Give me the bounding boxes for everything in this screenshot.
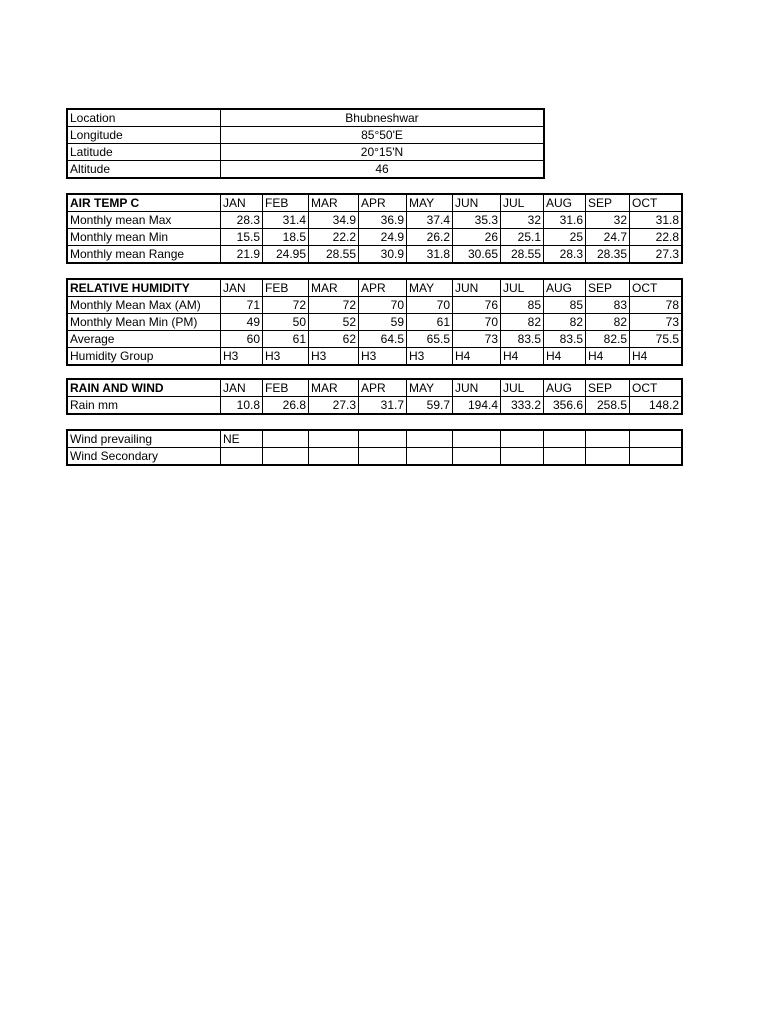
value-cell: 70	[407, 297, 453, 314]
wind-secondary-cell	[221, 448, 263, 465]
value-cell: 78	[630, 297, 682, 314]
value-cell: 70	[453, 314, 501, 331]
month-header: MAY	[407, 380, 453, 397]
month-header: FEB	[263, 380, 309, 397]
value-cell: 82	[544, 314, 586, 331]
value-cell: 31.8	[630, 212, 682, 229]
month-header: MAY	[407, 195, 453, 212]
table-row	[68, 195, 682, 212]
value-cell: 76	[453, 297, 501, 314]
rain-value-cell: 27.3	[309, 397, 359, 414]
value-cell: 61	[407, 314, 453, 331]
rain-value-cell: 59.7	[407, 397, 453, 414]
location-table	[67, 109, 544, 178]
altitude-value: 46	[221, 161, 544, 178]
humidity-group-cell: H4	[586, 348, 630, 365]
value-cell: 82	[501, 314, 544, 331]
month-header: OCT	[630, 280, 682, 297]
latitude-label: Latitude	[68, 144, 221, 161]
value-cell: 32	[586, 212, 630, 229]
table-row	[68, 314, 682, 331]
rain-value-cell: 356.6	[544, 397, 586, 414]
value-cell: 28.3	[221, 212, 263, 229]
month-header: OCT	[630, 380, 682, 397]
wind-prevailing-cell	[453, 431, 501, 448]
table-row	[68, 110, 544, 127]
value-cell: 24.7	[586, 229, 630, 246]
month-header: MAR	[309, 195, 359, 212]
wind-secondary-cell	[359, 448, 407, 465]
wind-secondary-label: Wind Secondary	[68, 448, 221, 465]
humidity-title: RELATIVE HUMIDITY	[68, 280, 221, 297]
latitude-value: 20°15'N	[221, 144, 544, 161]
month-header: AUG	[544, 380, 586, 397]
value-cell: 26	[453, 229, 501, 246]
rain-value-cell: 194.4	[453, 397, 501, 414]
month-header: MAR	[309, 280, 359, 297]
value-cell: 82.5	[586, 331, 630, 348]
rain-value-cell: 148.2	[630, 397, 682, 414]
table-row	[68, 144, 544, 161]
wind-secondary-cell	[453, 448, 501, 465]
value-cell: 62	[309, 331, 359, 348]
air-temp-title: AIR TEMP C	[68, 195, 221, 212]
wind-prevailing-cell	[544, 431, 586, 448]
value-cell: 85	[501, 297, 544, 314]
table-row	[68, 212, 682, 229]
month-header: MAR	[309, 380, 359, 397]
wind-prevailing-cell	[630, 431, 682, 448]
value-cell: 26.2	[407, 229, 453, 246]
wind-prevailing-cell: NE	[221, 431, 263, 448]
month-header: JUL	[501, 280, 544, 297]
value-cell: 61	[263, 331, 309, 348]
wind-prevailing-label: Wind prevailing	[68, 431, 221, 448]
month-header: APR	[359, 380, 407, 397]
rain-wind-title: RAIN AND WIND	[68, 380, 221, 397]
humidity-group-cell: H4	[453, 348, 501, 365]
row-label: Monthly mean Min	[68, 229, 221, 246]
wind-secondary-cell	[544, 448, 586, 465]
value-cell: 83.5	[501, 331, 544, 348]
value-cell: 83	[586, 297, 630, 314]
value-cell: 72	[263, 297, 309, 314]
value-cell: 70	[359, 297, 407, 314]
value-cell: 27.3	[630, 246, 682, 263]
value-cell: 73	[453, 331, 501, 348]
longitude-value: 85°50'E	[221, 127, 544, 144]
month-header: SEP	[586, 380, 630, 397]
table-row	[68, 280, 682, 297]
value-cell: 30.9	[359, 246, 407, 263]
rain-value-cell: 10.8	[221, 397, 263, 414]
wind-prevailing-cell	[359, 431, 407, 448]
table-row	[68, 127, 544, 144]
table-row	[68, 331, 682, 348]
value-cell: 50	[263, 314, 309, 331]
value-cell: 24.9	[359, 229, 407, 246]
rain-value-cell: 333.2	[501, 397, 544, 414]
value-cell: 37.4	[407, 212, 453, 229]
row-label: Monthly Mean Max (AM)	[68, 297, 221, 314]
value-cell: 71	[221, 297, 263, 314]
table-row	[68, 380, 682, 397]
value-cell: 31.4	[263, 212, 309, 229]
altitude-label: Altitude	[68, 161, 221, 178]
value-cell: 24.95	[263, 246, 309, 263]
value-cell: 30.65	[453, 246, 501, 263]
wind-secondary-cell	[263, 448, 309, 465]
value-cell: 25.1	[501, 229, 544, 246]
longitude-label: Longitude	[68, 127, 221, 144]
wind-prevailing-cell	[501, 431, 544, 448]
air-temp-table	[67, 194, 682, 263]
value-cell: 52	[309, 314, 359, 331]
value-cell: 59	[359, 314, 407, 331]
humidity-group-cell: H3	[359, 348, 407, 365]
value-cell: 83.5	[544, 331, 586, 348]
value-cell: 49	[221, 314, 263, 331]
row-label: Monthly Mean Min (PM)	[68, 314, 221, 331]
rain-label: Rain mm	[68, 397, 221, 414]
value-cell: 31.6	[544, 212, 586, 229]
value-cell: 18.5	[263, 229, 309, 246]
table-row	[68, 448, 682, 465]
wind-secondary-cell	[586, 448, 630, 465]
humidity-group-cell: H4	[501, 348, 544, 365]
month-header: JUN	[453, 280, 501, 297]
wind-prevailing-cell	[309, 431, 359, 448]
value-cell: 31.8	[407, 246, 453, 263]
value-cell: 22.8	[630, 229, 682, 246]
value-cell: 28.55	[501, 246, 544, 263]
month-header: AUG	[544, 195, 586, 212]
wind-secondary-cell	[630, 448, 682, 465]
value-cell: 15.5	[221, 229, 263, 246]
month-header: APR	[359, 280, 407, 297]
month-header: SEP	[586, 195, 630, 212]
month-header: APR	[359, 195, 407, 212]
wind-prevailing-cell	[586, 431, 630, 448]
month-header: JAN	[221, 195, 263, 212]
month-header: JUL	[501, 380, 544, 397]
value-cell: 82	[586, 314, 630, 331]
row-label: Monthly mean Max	[68, 212, 221, 229]
row-label: Monthly mean Range	[68, 246, 221, 263]
rain-value-cell: 26.8	[263, 397, 309, 414]
wind-prevailing-cell	[263, 431, 309, 448]
table-row	[68, 297, 682, 314]
month-header: JUN	[453, 195, 501, 212]
value-cell: 65.5	[407, 331, 453, 348]
value-cell: 28.35	[586, 246, 630, 263]
month-header: OCT	[630, 195, 682, 212]
wind-secondary-cell	[501, 448, 544, 465]
table-row	[68, 161, 544, 178]
rain-value-cell: 31.7	[359, 397, 407, 414]
value-cell: 60	[221, 331, 263, 348]
month-header: JUN	[453, 380, 501, 397]
month-header: AUG	[544, 280, 586, 297]
value-cell: 28.55	[309, 246, 359, 263]
humidity-group-cell: H4	[544, 348, 586, 365]
table-row	[68, 246, 682, 263]
month-header: SEP	[586, 280, 630, 297]
table-row	[68, 348, 682, 365]
humidity-group-cell: H3	[407, 348, 453, 365]
value-cell: 28.3	[544, 246, 586, 263]
value-cell: 72	[309, 297, 359, 314]
value-cell: 73	[630, 314, 682, 331]
row-label: Average	[68, 331, 221, 348]
location-value: Bhubneshwar	[221, 110, 544, 127]
wind-prevailing-cell	[407, 431, 453, 448]
value-cell: 35.3	[453, 212, 501, 229]
location-label: Location	[68, 110, 221, 127]
value-cell: 32	[501, 212, 544, 229]
wind-table	[67, 430, 682, 465]
month-header: FEB	[263, 195, 309, 212]
month-header: JAN	[221, 380, 263, 397]
value-cell: 75.5	[630, 331, 682, 348]
month-header: FEB	[263, 280, 309, 297]
value-cell: 64.5	[359, 331, 407, 348]
value-cell: 25	[544, 229, 586, 246]
wind-secondary-cell	[309, 448, 359, 465]
table-row	[68, 431, 682, 448]
value-cell: 85	[544, 297, 586, 314]
rain-and-wind-table	[67, 379, 682, 414]
table-row	[68, 397, 682, 414]
value-cell: 21.9	[221, 246, 263, 263]
table-row	[68, 229, 682, 246]
humidity-group-label: Humidity Group	[68, 348, 221, 365]
rain-value-cell: 258.5	[586, 397, 630, 414]
month-header: JAN	[221, 280, 263, 297]
value-cell: 22.2	[309, 229, 359, 246]
wind-secondary-cell	[407, 448, 453, 465]
value-cell: 34.9	[309, 212, 359, 229]
relative-humidity-table	[67, 279, 682, 365]
month-header: MAY	[407, 280, 453, 297]
humidity-group-cell: H4	[630, 348, 682, 365]
humidity-group-cell: H3	[309, 348, 359, 365]
value-cell: 36.9	[359, 212, 407, 229]
humidity-group-cell: H3	[221, 348, 263, 365]
month-header: JUL	[501, 195, 544, 212]
humidity-group-cell: H3	[263, 348, 309, 365]
